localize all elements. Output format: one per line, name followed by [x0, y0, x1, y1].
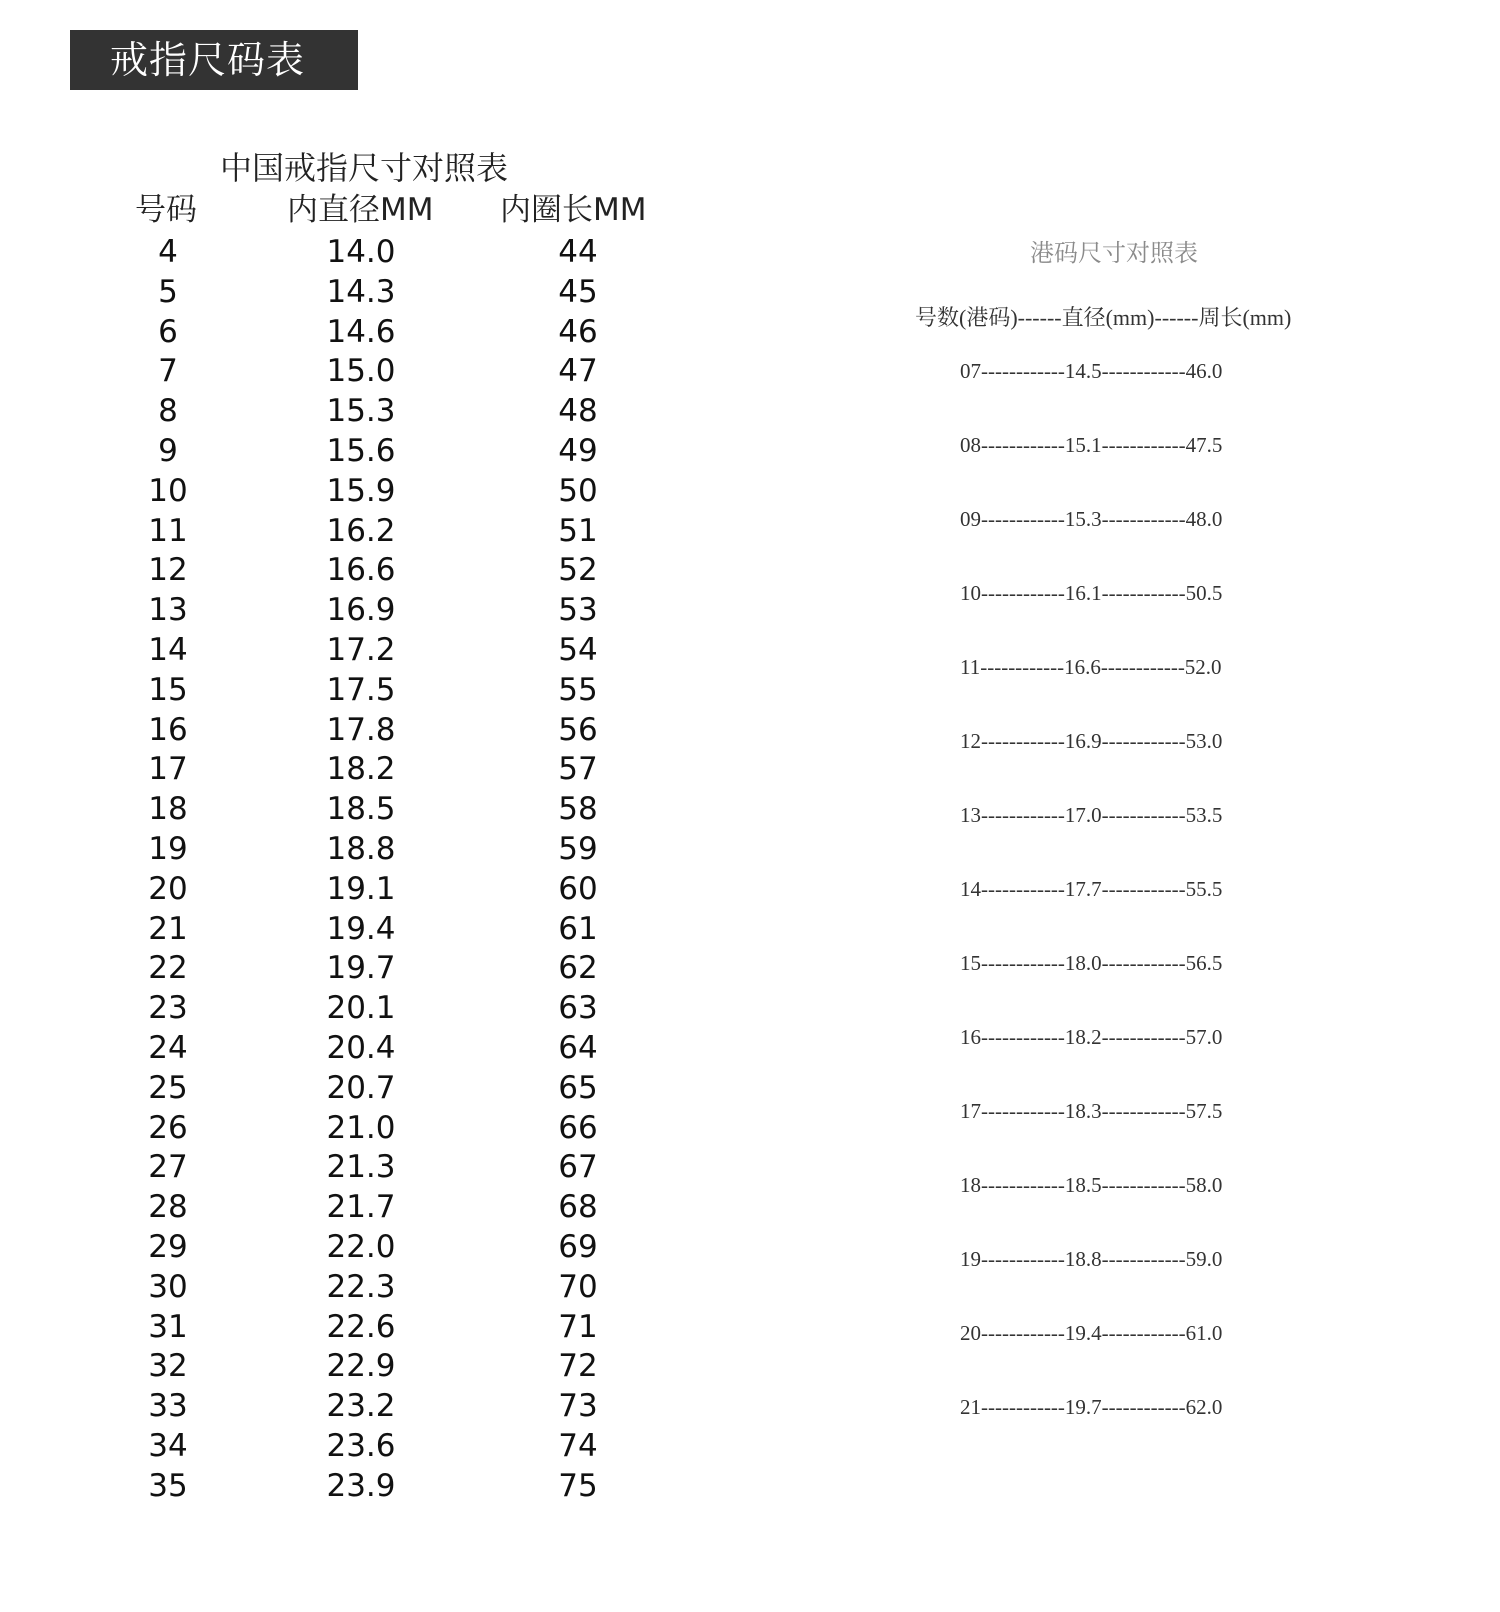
table-row	[0, 630, 720, 670]
list-item: 15------------18.0------------56.5	[960, 951, 1223, 975]
size-cell: 21	[148, 910, 188, 947]
table-row	[0, 670, 720, 710]
circumference-cell: 72	[558, 1348, 598, 1385]
circumference-cell: 60	[558, 870, 598, 907]
size-cell: 23	[148, 990, 188, 1027]
circumference-cell: 55	[558, 671, 598, 708]
table-row	[0, 471, 720, 511]
circumference-cell: 56	[558, 711, 598, 748]
diameter-cell: 17.8	[326, 711, 396, 748]
hk-table-title: 港码尺寸对照表	[1030, 239, 1198, 267]
circumference-cell: 54	[558, 631, 598, 668]
size-cell: 20	[148, 870, 188, 907]
table-row	[0, 749, 720, 789]
diameter-cell: 23.6	[326, 1427, 396, 1464]
circumference-cell: 57	[558, 751, 598, 788]
list-item: 16------------18.2------------57.0	[960, 1025, 1223, 1049]
table-row	[0, 550, 720, 590]
diameter-cell: 22.3	[326, 1268, 396, 1305]
diameter-cell: 16.2	[326, 512, 396, 549]
table-row	[0, 1147, 720, 1187]
table-row	[0, 1386, 720, 1426]
size-cell: 8	[158, 393, 178, 430]
diameter-cell: 17.2	[326, 631, 396, 668]
hk-size-table	[960, 356, 1300, 1466]
size-cell: 14	[148, 631, 188, 668]
table-row	[0, 710, 720, 750]
table-row	[0, 829, 720, 869]
size-cell: 11	[148, 512, 188, 549]
diameter-cell: 20.7	[326, 1069, 396, 1106]
circumference-cell: 65	[558, 1069, 598, 1106]
size-cell: 13	[148, 592, 188, 629]
hk-table-header: 号数(港码)------直径(mm)------周长(mm)	[915, 305, 1292, 330]
size-cell: 25	[148, 1069, 188, 1106]
list-item: 21------------19.7------------62.0	[960, 1395, 1223, 1419]
size-cell: 18	[148, 791, 188, 828]
circumference-cell: 50	[558, 472, 598, 509]
list-item: 14------------17.7------------55.5	[960, 877, 1223, 901]
table-row	[0, 351, 720, 391]
size-cell: 7	[158, 353, 178, 390]
circumference-cell: 58	[558, 791, 598, 828]
diameter-cell: 17.5	[326, 671, 396, 708]
size-cell: 34	[148, 1427, 188, 1464]
table-row	[0, 1227, 720, 1267]
table-row	[0, 988, 720, 1028]
diameter-cell: 15.9	[326, 472, 396, 509]
circumference-cell: 66	[558, 1109, 598, 1146]
diameter-cell: 18.8	[326, 830, 396, 867]
size-cell: 22	[148, 950, 188, 987]
list-item: 11------------16.6------------52.0	[960, 655, 1222, 679]
circumference-cell: 64	[558, 1029, 598, 1066]
size-cell: 12	[148, 552, 188, 589]
table-row	[0, 1307, 720, 1347]
table-row	[0, 1426, 720, 1466]
page-title: 戒指尺码表	[110, 38, 306, 82]
diameter-cell: 14.3	[326, 273, 396, 310]
circumference-cell: 45	[558, 273, 598, 310]
page-title-banner	[70, 30, 358, 90]
table-row	[0, 272, 720, 312]
size-cell: 9	[158, 432, 178, 469]
diameter-cell: 20.1	[326, 990, 396, 1027]
size-cell: 6	[158, 313, 178, 350]
table-row	[0, 789, 720, 829]
circumference-cell: 47	[558, 353, 598, 390]
table-row	[0, 1267, 720, 1307]
size-cell: 29	[148, 1228, 188, 1265]
circumference-cell: 67	[558, 1149, 598, 1186]
list-item: 07------------14.5------------46.0	[960, 359, 1223, 383]
diameter-cell: 18.5	[326, 791, 396, 828]
circumference-cell: 74	[558, 1427, 598, 1464]
table-row	[0, 1068, 720, 1108]
china-header-size: 号码	[135, 192, 197, 228]
diameter-cell: 19.4	[326, 910, 396, 947]
table-row	[0, 1466, 720, 1506]
table-row	[0, 511, 720, 551]
size-cell: 35	[148, 1467, 188, 1504]
table-row	[0, 1028, 720, 1068]
list-item: 10------------16.1------------50.5	[960, 581, 1223, 605]
circumference-cell: 53	[558, 592, 598, 629]
table-row	[0, 1187, 720, 1227]
list-item: 08------------15.1------------47.5	[960, 433, 1223, 457]
size-cell: 33	[148, 1388, 188, 1425]
circumference-cell: 59	[558, 830, 598, 867]
table-row	[0, 1346, 720, 1386]
china-table-title: 中国戒指尺寸对照表	[220, 149, 509, 187]
list-item: 18------------18.5------------58.0	[960, 1173, 1223, 1197]
table-row	[0, 1108, 720, 1148]
circumference-cell: 63	[558, 990, 598, 1027]
list-item: 19------------18.8------------59.0	[960, 1247, 1223, 1271]
circumference-cell: 44	[558, 234, 598, 270]
table-row	[0, 431, 720, 471]
list-item: 20------------19.4------------61.0	[960, 1321, 1223, 1345]
size-cell: 32	[148, 1348, 188, 1385]
size-cell: 30	[148, 1268, 188, 1305]
diameter-cell: 22.0	[326, 1228, 396, 1265]
diameter-cell: 16.6	[326, 552, 396, 589]
diameter-cell: 23.9	[326, 1467, 396, 1504]
list-item: 12------------16.9------------53.0	[960, 729, 1223, 753]
circumference-cell: 73	[558, 1388, 598, 1425]
size-cell: 28	[148, 1189, 188, 1226]
circumference-cell: 75	[558, 1467, 598, 1504]
size-cell: 4	[158, 234, 178, 270]
diameter-cell: 19.1	[326, 870, 396, 907]
size-cell: 17	[148, 751, 188, 788]
size-cell: 16	[148, 711, 188, 748]
size-cell: 19	[148, 830, 188, 867]
diameter-cell: 21.0	[326, 1109, 396, 1146]
table-row	[0, 232, 720, 272]
size-cell: 5	[158, 273, 178, 310]
diameter-cell: 18.2	[326, 751, 396, 788]
size-cell: 24	[148, 1029, 188, 1066]
size-cell: 10	[148, 472, 188, 509]
circumference-cell: 48	[558, 393, 598, 430]
table-row	[0, 391, 720, 431]
table-row	[0, 948, 720, 988]
size-cell: 27	[148, 1149, 188, 1186]
circumference-cell: 51	[558, 512, 598, 549]
list-item: 09------------15.3------------48.0	[960, 507, 1223, 531]
table-row	[0, 590, 720, 630]
table-row	[0, 312, 720, 352]
diameter-cell: 20.4	[326, 1029, 396, 1066]
circumference-cell: 62	[558, 950, 598, 987]
china-header-diameter: 内直径MM	[287, 192, 434, 228]
size-cell: 15	[148, 671, 188, 708]
circumference-cell: 49	[558, 432, 598, 469]
list-item: 17------------18.3------------57.5	[960, 1099, 1223, 1123]
size-cell: 26	[148, 1109, 188, 1146]
circumference-cell: 71	[558, 1308, 598, 1345]
circumference-cell: 69	[558, 1228, 598, 1265]
diameter-cell: 23.2	[326, 1388, 396, 1425]
circumference-cell: 61	[558, 910, 598, 947]
diameter-cell: 15.6	[326, 432, 396, 469]
table-row	[0, 909, 720, 949]
circumference-cell: 46	[558, 313, 598, 350]
china-size-table	[0, 232, 720, 1506]
diameter-cell: 21.7	[326, 1189, 396, 1226]
circumference-cell: 52	[558, 552, 598, 589]
china-header-circumference: 内圈长MM	[500, 192, 647, 228]
diameter-cell: 15.3	[326, 393, 396, 430]
diameter-cell: 15.0	[326, 353, 396, 390]
diameter-cell: 16.9	[326, 592, 396, 629]
diameter-cell: 22.9	[326, 1348, 396, 1385]
diameter-cell: 21.3	[326, 1149, 396, 1186]
list-item: 13------------17.0------------53.5	[960, 803, 1223, 827]
diameter-cell: 19.7	[326, 950, 396, 987]
size-cell: 31	[148, 1308, 188, 1345]
circumference-cell: 70	[558, 1268, 598, 1305]
diameter-cell: 22.6	[326, 1308, 396, 1345]
table-row	[0, 869, 720, 909]
circumference-cell: 68	[558, 1189, 598, 1226]
diameter-cell: 14.6	[326, 313, 396, 350]
diameter-cell: 14.0	[326, 234, 396, 270]
